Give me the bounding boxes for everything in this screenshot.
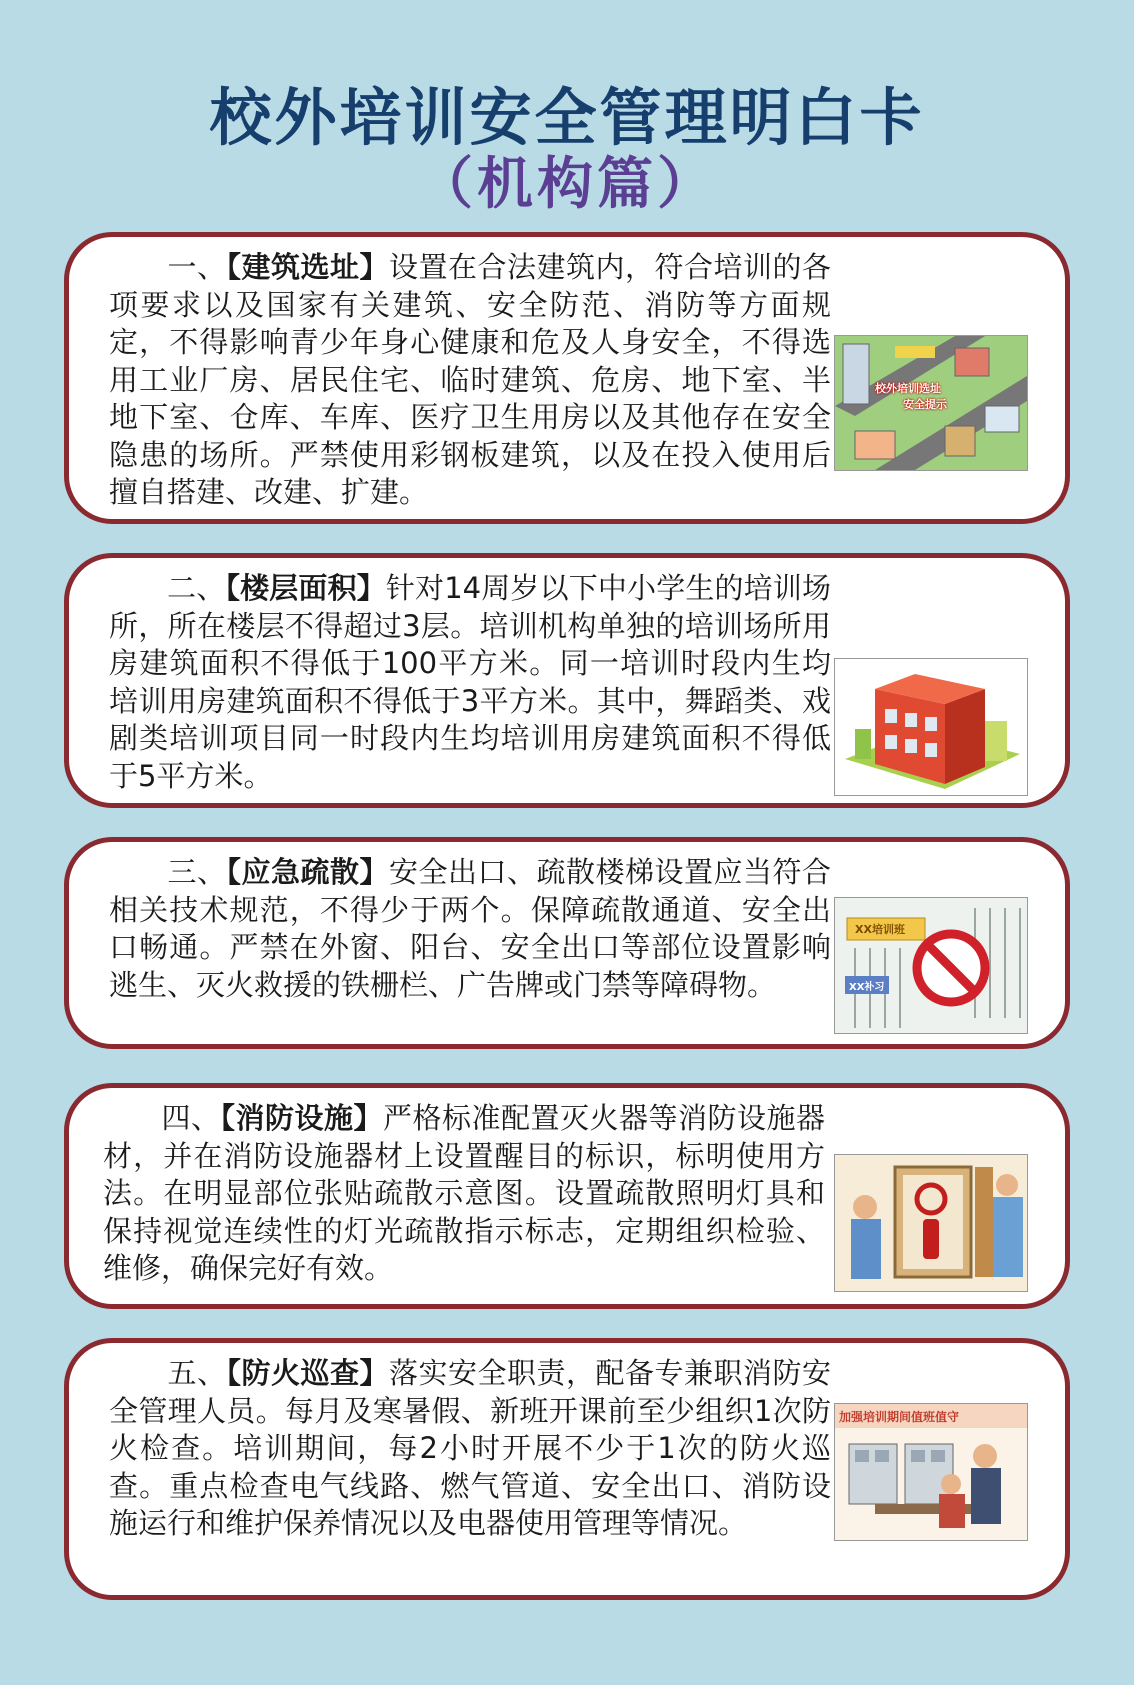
illustration-sign-1: XX培训班 <box>855 923 905 936</box>
item-body: 安全出口、疏散楼梯设置应当符合相关技术规范，不得少于两个。保障疏散通道、安全出口畅通。严禁在外窗、阳台、安全出口等部位设置影响逃生、灭火救援的铁栅栏、广告牌或门禁等障碍物。 <box>109 855 831 1002</box>
illustration-sign-2: XX补习 <box>849 982 885 993</box>
card-floor-area <box>64 553 1070 808</box>
illustration-caption-2: 安全提示 <box>903 398 947 411</box>
duty-patrol-illustration <box>834 1403 1028 1541</box>
item-heading: 【楼层面积】 <box>225 571 386 605</box>
item-heading: 【防火巡查】 <box>226 1356 389 1390</box>
item-body: 严格标准配置灭火器等消防设施器材，并在消防设施器材上设置醒目的标识，标明使用方法。在明显部位张贴疏散示意图。设置疏散照明灯具和保持视觉连续性的灯光疏散指示标志，定期组织检验、维修，确保完好有效。 <box>103 1101 825 1285</box>
item-prefix: 二、 <box>167 571 226 605</box>
building-illustration <box>834 658 1028 796</box>
card-building-site <box>64 232 1070 524</box>
item-prefix: 四、 <box>161 1101 221 1135</box>
page-subtitle: （机构篇） <box>417 152 717 217</box>
fire-extinguisher-cabinet-illustration <box>834 1154 1028 1292</box>
item-body: 落实安全职责，配备专兼职消防安全管理人员。每月及寒暑假、新班开课前至少组织1次防火检查。培训期间，每2小时开展不少于1次的防火巡查。重点检查电气线路、燃气管道、安全出口、消防设施运行和维护保养情况以及电器使用管理等情况。 <box>109 1356 831 1540</box>
item-prefix: 五、 <box>167 1356 227 1390</box>
item-prefix: 一、 <box>167 250 227 284</box>
city-street-illustration <box>834 335 1028 471</box>
item-body: 设置在合法建筑内，符合培训的各项要求以及国家有关建筑、安全防范、消防等方面规定，不得影响青少年身心健康和危及人身安全，不得选用工业厂房、居民住宅、临时建筑、危房、地下室、半地下室、仓库、车库、医疗卫生用房以及其他存在安全隐患的场所。严禁使用彩钢板建筑，以及在投入使用后擅自搭建、改建、扩建。 <box>109 250 831 509</box>
item-heading: 【应急疏散】 <box>226 855 389 889</box>
item-prefix: 三、 <box>167 855 227 889</box>
item-heading: 【消防设施】 <box>220 1101 383 1135</box>
card-fire-patrol <box>64 1338 1070 1600</box>
card-fire-facilities <box>64 1083 1070 1309</box>
no-obstruction-illustration <box>834 897 1028 1034</box>
page-title: 校外培训安全管理明白卡 <box>209 81 925 154</box>
item-body: 针对14周岁以下中小学生的培训场所，所在楼层不得超过3层。培训机构单独的培训场所用房建筑面积不得低于100平方米。同一培训时段内生均培训用房建筑面积不得低于3平方米。其中，舞蹈类、戏剧类培训项目同一时段内生均培训用房建筑面积不得低于5平方米。 <box>109 571 831 793</box>
illustration-caption-1: 校外培训选址 <box>875 382 941 395</box>
item-heading: 【建筑选址】 <box>226 250 389 284</box>
card-emergency-evacuation <box>64 837 1070 1049</box>
illustration-banner: 加强培训期间值班值守 <box>839 1410 960 1424</box>
